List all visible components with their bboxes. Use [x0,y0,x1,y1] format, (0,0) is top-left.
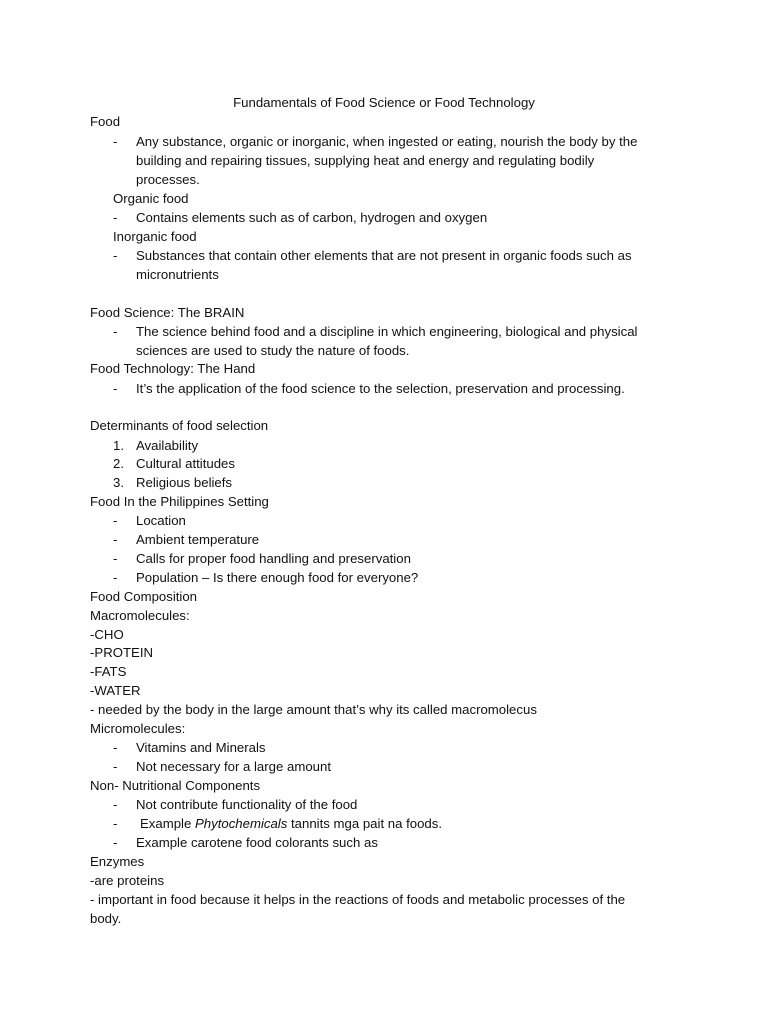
heading-food-composition: Food Composition [90,589,198,604]
determinant-item: Cultural attitudes [136,456,235,471]
food-science-text: sciences are used to study the nature of foods. [136,343,410,358]
determinant-item: Availability [136,438,199,453]
food-definition-line: processes. [136,172,200,187]
bullet-dash: - [113,324,118,339]
bullet-dash: - [113,210,118,225]
bullet-dash: - [113,759,118,774]
list-number: 1. [113,438,124,453]
non-nutritional-item: Not contribute functionality of the food [136,797,358,812]
non-nutritional-item [140,814,442,833]
inorganic-food-text: micronutrients [136,267,219,282]
heading-non-nutritional: Non- Nutritional Components [90,778,261,793]
bullet-dash: - [113,816,118,831]
heading-philippines-setting: Food In the Philippines Setting [90,494,269,509]
food-technology-text: It’s the application of the food science to the selection, preservation and processing. [136,381,625,396]
heading-macromolecules: Macromolecules: [90,608,190,623]
micro-item: Not necessary for a large amount [136,759,331,774]
philippines-item: Ambient temperature [136,532,260,547]
food-definition-line: building and repairing tissues, supplying heat and energy and regulating bodily [136,153,595,168]
bullet-dash: - [113,570,118,585]
philippines-item: Location [136,513,186,528]
enzymes-line: -are proteins [90,873,165,888]
bullet-dash: - [113,797,118,812]
bullet-dash: - [113,835,118,850]
heading-micromolecules: Micromolecules: [90,721,186,736]
heading-enzymes: Enzymes [90,854,145,869]
enzymes-line: body. [90,911,122,926]
food-science-text: The science behind food and a discipline in which engineering, biological and physical [136,324,638,339]
inorganic-food-text: Substances that contain other elements that are not present in organic foods such as [136,248,632,263]
bullet-dash: - [113,381,118,396]
bullet-dash: - [113,513,118,528]
macro-item: -PROTEIN [90,645,154,660]
document-title: Fundamentals of Food Science or Food Technology [233,95,535,110]
enzymes-line: - important in food because it helps in the reactions of foods and metabolic processes of the [90,892,626,907]
macro-item: -FATS [90,664,127,679]
bullet-dash: - [113,134,118,149]
heading-food: Food [90,114,121,129]
macro-item: -WATER [90,683,141,698]
list-number: 3. [113,475,124,490]
list-number: 2. [113,456,124,471]
bullet-dash: - [113,532,118,547]
bullet-dash: - [113,248,118,263]
macro-note: - needed by the body in the large amount that’s why its called macromolecus [90,702,537,717]
micro-item: Vitamins and Minerals [136,740,266,755]
example-rest: tannits mga pait na foods. [287,816,443,831]
philippines-item: Population – Is there enough food for everyone? [136,570,419,585]
heading-organic-food: Organic food [113,191,189,206]
philippines-item: Calls for proper food handling and preservation [136,551,411,566]
organic-food-text: Contains elements such as of carbon, hydrogen and oxygen [136,210,488,225]
heading-food-technology: Food Technology: The Hand [90,361,256,376]
heading-determinants: Determinants of food selection [90,418,269,433]
example-text: Example [140,816,195,831]
macro-item: -CHO [90,627,124,642]
determinant-item: Religious beliefs [136,475,233,490]
bullet-dash: - [113,551,118,566]
food-definition-line: Any substance, organic or inorganic, when ingested or eating, nourish the body by the [136,134,638,149]
bullet-dash: - [113,740,118,755]
heading-food-science: Food Science: The BRAIN [90,305,245,320]
non-nutritional-item: Example carotene food colorants such as [136,835,378,850]
phytochemicals-term: Phytochemicals [194,816,288,831]
heading-inorganic-food: Inorganic food [113,229,197,244]
